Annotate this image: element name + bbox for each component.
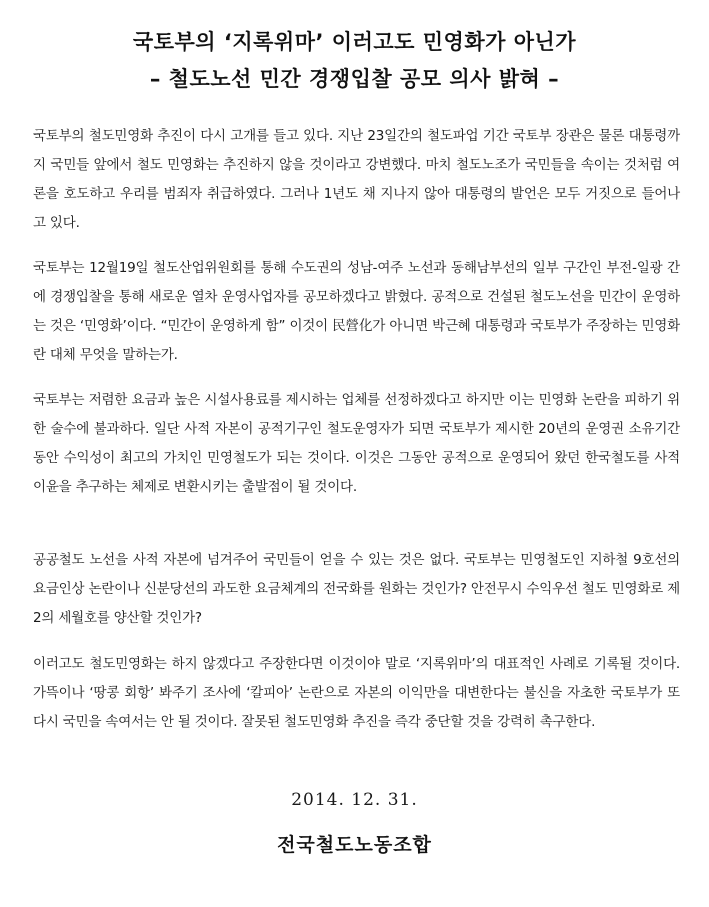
paragraph-5: 이러고도 철도민영화는 하지 않겠다고 주장한다면 이것이야 말로 ‘지록위마’의 대표적인 사례로 기록될 것이다. 가뜩이나 ‘땅콩 회항’ 봐주기 조사에 ‘칼피아’ 논란으로 자본의 이익만을 대변한다는 불신을 자초한 국토부가 또 다시 국민을 속여서는 안 될 것이다. 잘못된 철도민영화 추진을 즉각 중단할 것을 강력히 촉구한다.	[33, 656, 680, 730]
paragraph-3: 국토부는 저렴한 요금과 높은 시설사용료를 제시하는 업체를 선정하겠다고 하지만 이는 민영화 논란을 피하기 위한 술수에 불과하다. 일단 사적 자본이 공적기구인 철도운영자가 되면 국토부가 제시한 20년의 운영권 소유기간 동안 수익성이 최고의 가치인 민영철도가 되는 것이다. 이것은 그동안 공적으로 운영되어 왔던 한국철도를 사적 이윤을 추구하는 체제로 변환시키는 출발점이 될 것이다.	[33, 392, 680, 495]
issuing-organization: 전국철도노동조합	[277, 834, 432, 856]
paragraph-4: 공공철도 노선을 사적 자본에 넘겨주어 국민들이 얻을 수 있는 것은 없다. 국토부는 민영철도인 지하철 9호선의 요금인상 논란이나 신분당선의 과도한 요금체계의 전국화를 원화는 것인가? 안전무시 수익우선 철도 민영화로 제2의 세월호를 양산할 것인가?	[33, 552, 680, 626]
document-date: 2014. 12. 31.	[291, 790, 418, 810]
document-subtitle: – 철도노선 민간 경쟁입찰 공모 의사 밝혀 –	[149, 67, 560, 91]
paragraph-2: 국토부는 12월19일 철도산업위원회를 통해 수도권의 성남-여주 노선과 동해남부선의 일부 구간인 부전-일광 간에 경쟁입찰을 통해 새로운 열차 운영사업자를 공모하겠다고 밝혔다. 공적으로 건설된 철도노선을 민간이 운영하는 것은 ‘민영화’이다. “민간이 운영하게 함” 이것이 民營化가 아니면 박근혜 대통령과 국토부가 주장하는 민영화란 대체 무엇을 말하는가.	[33, 260, 680, 363]
paragraph-1: 국토부의 철도민영화 추진이 다시 고개를 들고 있다. 지난 23일간의 철도파업 기간 국토부 장관은 물론 대통령까지 국민들 앞에서 철도 민영화는 추진하지 않을 것이라고 강변했다. 마치 철도노조가 국민들을 속이는 것처럼 여론을 호도하고 우리를 범죄자 취급하였다. 그러나 1년도 채 지나지 않아 대통령의 발언은 모두 거짓으로 들어나고 있다.	[33, 128, 680, 231]
document-title: 국토부의 ‘지록위마’ 이러고도 민영화가 아닌가	[132, 30, 577, 54]
